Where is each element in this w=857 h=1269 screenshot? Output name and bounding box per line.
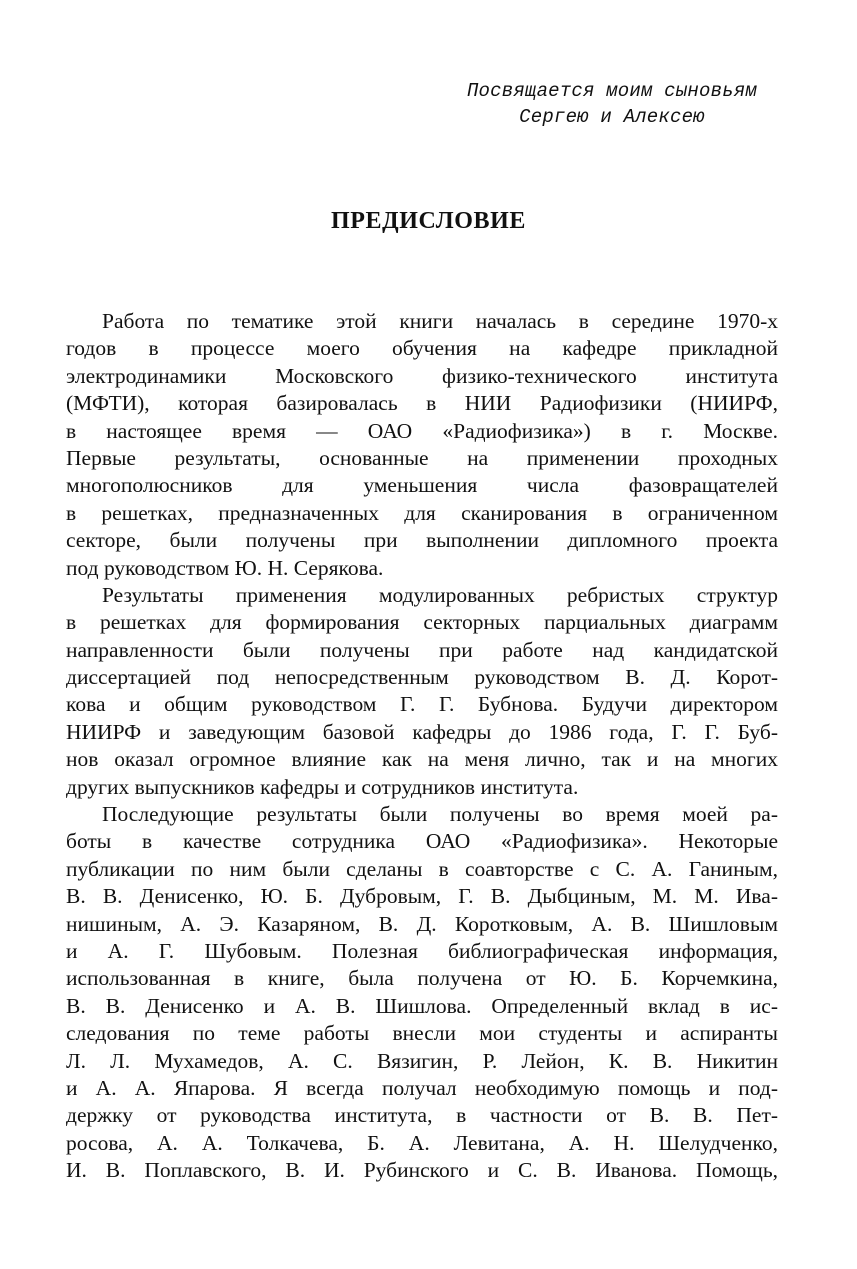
- text-line: В. В. Денисенко и А. В. Шишлова. Определенный вклад в ис-: [66, 993, 778, 1018]
- text-line: И. В. Поплавского, В. И. Рубинского и С. В. Иванова. Помощь,: [66, 1158, 778, 1183]
- text-line: Л. Л. Мухамедов, А. С. Вязигин, Р. Лейон, К. В. Никитин: [66, 1048, 778, 1073]
- text-line: росова, А. А. Толкачева, Б. А. Левитана, А. Н. Шелудченко,: [66, 1130, 778, 1155]
- text-line: в настоящее время — ОАО «Радиофизика») в г. Москве.: [66, 418, 778, 443]
- paragraph: [66, 582, 778, 801]
- text-line: публикации по ним были сделаны в соавторстве с С. А. Ганиным,: [66, 856, 778, 881]
- text-line: Результаты применения модулированных ребристых структур: [102, 582, 778, 607]
- paragraph: [66, 801, 778, 1184]
- text-line: нов оказал огромное влияние как на меня лично, так и на многих: [66, 747, 778, 772]
- text-line: и А. А. Япарова. Я всегда получал необходимую помощь и под-: [66, 1075, 778, 1100]
- dedication-line: Сергею и Алексею: [519, 106, 705, 128]
- text-line: направленности были получены при работе над кандидатской: [66, 637, 778, 662]
- text-line: других выпускников кафедры и сотрудников института.: [66, 774, 579, 799]
- text-line: под руководством Ю. Н. Серякова.: [66, 555, 384, 580]
- text-line: нишиным, А. Э. Казаряном, В. Д. Коротковым, А. В. Шишловым: [66, 911, 778, 936]
- text-line: многополюсников для уменьшения числа фазовращателей: [66, 473, 778, 498]
- text-line: диссертацией под непосредственным руководством В. Д. Корот-: [66, 665, 778, 690]
- text-line: в решетках, предназначенных для сканирования в ограниченном: [66, 500, 778, 525]
- dedication: [467, 78, 757, 130]
- text-line: и А. Г. Шубовым. Полезная библиографическая информация,: [66, 938, 778, 963]
- text-line: (МФТИ), которая базировалась в НИИ Радиофизики (НИИРФ,: [66, 391, 778, 416]
- text-line: Работа по тематике этой книги началась в середине 1970-х: [102, 309, 778, 333]
- text-line: электродинамики Московского физико-технического института: [66, 363, 778, 388]
- text-line: Первые результаты, основанные на применении проходных: [66, 445, 778, 470]
- text-line: в решетках для формирования секторных парциальных диаграмм: [66, 610, 778, 635]
- body-text: [66, 308, 778, 1185]
- page-title: ПРЕДИСЛОВИЕ: [330, 208, 527, 234]
- text-line: боты в качестве сотрудника ОАО «Радиофизика». Некоторые: [66, 829, 778, 854]
- dedication-line: Посвящается моим сыновьям: [466, 80, 757, 102]
- text-line: годов в процессе моего обучения на кафедре прикладной: [66, 336, 778, 361]
- text-line: Последующие результаты были получены во время моей ра-: [102, 802, 778, 827]
- text-line: использованная в книге, была получена от Ю. Б. Корчемкина,: [66, 966, 778, 991]
- text-line: НИИРФ и заведующим базовой кафедры до 1986 года, Г. Г. Буб-: [66, 719, 778, 744]
- text-line: В. В. Денисенко, Ю. Б. Дубровым, Г. В. Дыбциным, М. М. Ива-: [66, 884, 778, 909]
- text-line: следования по теме работы внесли мои студенты и аспиранты: [66, 1021, 778, 1046]
- text-line: секторе, были получены при выполнении дипломного проекта: [66, 528, 778, 553]
- text-line: держку от руководства института, в частности от В. В. Пет-: [66, 1103, 778, 1128]
- paragraph: [66, 308, 778, 582]
- text-line: кова и общим руководством Г. Г. Бубнова. Будучи директором: [66, 692, 778, 717]
